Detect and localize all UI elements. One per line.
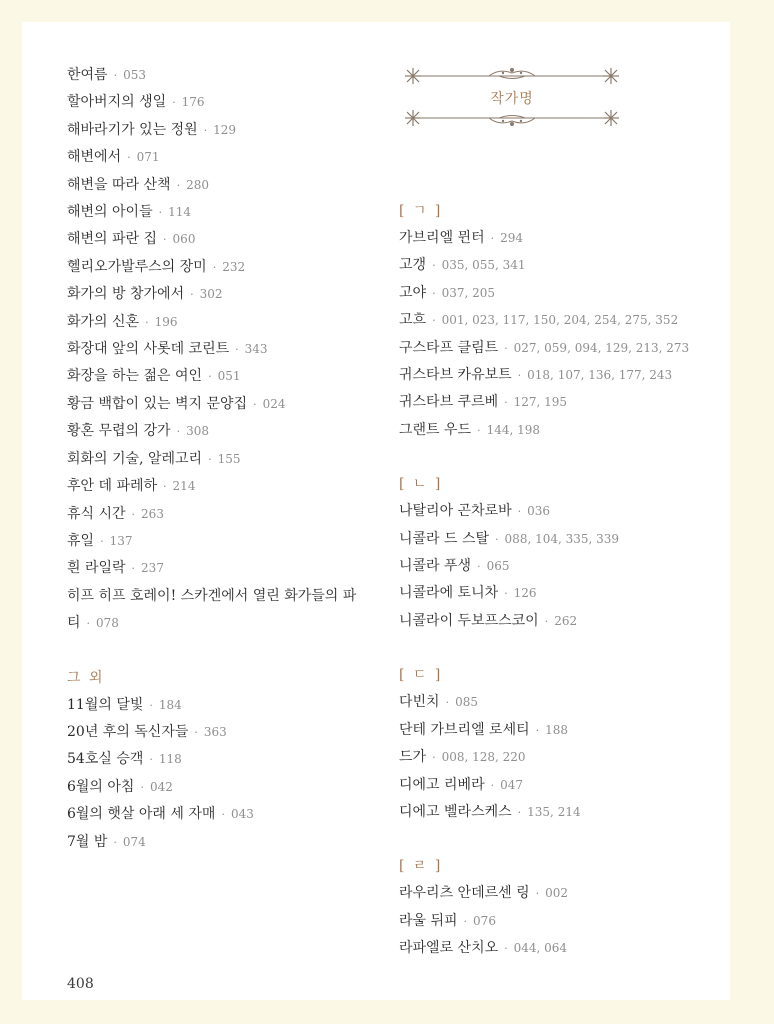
entry-separator: · bbox=[477, 423, 481, 437]
entry-separator: · bbox=[176, 425, 181, 439]
entry-pages: 308 bbox=[186, 424, 209, 439]
entry-title: 귀스타브 쿠르베 bbox=[399, 394, 499, 411]
entry-title: 화가의 신혼 bbox=[67, 313, 140, 330]
entry-separator: · bbox=[86, 617, 91, 631]
entry-separator: · bbox=[194, 725, 198, 739]
index-entry bbox=[67, 473, 387, 500]
index-entry bbox=[67, 89, 387, 116]
entry-pages: 074 bbox=[122, 834, 146, 849]
entry-pages: 196 bbox=[154, 314, 178, 329]
index-entry bbox=[399, 908, 689, 935]
entry-separator: · bbox=[145, 315, 149, 329]
entry-title: 니콜라 푸생 bbox=[399, 558, 472, 575]
entry-title: 고야 bbox=[399, 284, 427, 301]
artist-section-title: 작가명 bbox=[490, 91, 534, 107]
entry-separator: · bbox=[203, 123, 208, 137]
entry-pages: 037, 205 bbox=[441, 285, 495, 300]
entry-title: 11월의 달빛 bbox=[67, 696, 144, 713]
entry-separator: · bbox=[504, 942, 508, 956]
index-entry bbox=[67, 829, 387, 856]
entry-separator: · bbox=[163, 233, 167, 247]
entry-pages: 065 bbox=[486, 559, 510, 574]
index-entry bbox=[67, 501, 387, 528]
entry-separator: · bbox=[535, 723, 540, 737]
entry-title: 니콜라 드 스탈 bbox=[399, 530, 490, 547]
entry-pages: 129 bbox=[213, 122, 237, 137]
page-number: 408 bbox=[67, 976, 94, 992]
entry-pages: 078 bbox=[96, 616, 119, 631]
index-entry bbox=[67, 281, 387, 308]
entry-pages: 263 bbox=[141, 506, 164, 521]
title-index-list bbox=[67, 62, 387, 583]
entry-pages: 363 bbox=[203, 724, 227, 739]
entry-title: 할아버지의 생일 bbox=[67, 94, 167, 111]
index-entry bbox=[399, 280, 689, 307]
index-entry bbox=[399, 744, 689, 771]
index-entry bbox=[399, 553, 689, 580]
entry-title: 20년 후의 독신자들 bbox=[67, 723, 189, 740]
index-entry bbox=[399, 498, 689, 525]
entry-title: 라우리츠 안데르센 링 bbox=[399, 885, 530, 902]
index-entry bbox=[67, 801, 387, 828]
section-heading: [ ㄱ ] bbox=[399, 203, 443, 219]
entry-title: 한여름 bbox=[67, 67, 108, 83]
section-heading: [ ㄴ ] bbox=[399, 476, 443, 493]
index-entry bbox=[399, 307, 689, 334]
entry-title: 화장대 앞의 사롯데 코린트 bbox=[67, 341, 230, 358]
entry-title: 회화의 기술, 알레고리 bbox=[67, 450, 203, 467]
entry-separator: · bbox=[517, 505, 522, 519]
entry-separator: · bbox=[535, 887, 540, 901]
index-entry bbox=[67, 719, 387, 746]
entry-title: 6월의 아침 bbox=[67, 778, 135, 795]
index-entry bbox=[399, 335, 689, 362]
entry-title: 6월의 햇살 아래 세 자매 bbox=[67, 806, 216, 823]
entry-separator: · bbox=[158, 206, 163, 220]
entry-pages: 042 bbox=[149, 779, 173, 794]
index-entry bbox=[67, 172, 387, 199]
entry-pages: 118 bbox=[158, 752, 182, 767]
index-entry bbox=[399, 935, 689, 962]
entry-pages: 302 bbox=[199, 287, 223, 302]
index-entry bbox=[399, 252, 689, 279]
entry-pages: 088, 104, 335, 339 bbox=[504, 531, 620, 546]
entry-separator: · bbox=[208, 452, 212, 466]
entry-title: 해변에서 bbox=[67, 149, 122, 166]
index-entry bbox=[67, 555, 387, 582]
index-entry bbox=[399, 772, 689, 799]
entry-pages: 071 bbox=[136, 150, 160, 165]
entry-separator: · bbox=[432, 314, 436, 328]
entry-pages: 008, 128, 220 bbox=[441, 750, 526, 765]
entry-pages: 027, 059, 094, 129, 213, 273 bbox=[513, 340, 690, 355]
entry-separator: · bbox=[113, 69, 118, 82]
index-entry bbox=[399, 689, 689, 716]
entry-separator: · bbox=[495, 532, 499, 546]
entry-pages: 294 bbox=[500, 231, 524, 245]
entry-separator: · bbox=[140, 780, 144, 794]
entry-pages: 060 bbox=[172, 232, 196, 247]
index-entry bbox=[67, 746, 387, 773]
entry-separator: · bbox=[113, 835, 117, 849]
index-entry bbox=[67, 336, 387, 363]
entry-title: 가브리엘 뮌터 bbox=[399, 230, 485, 246]
index-entry bbox=[67, 62, 387, 89]
index-entry bbox=[67, 226, 387, 253]
index-entry bbox=[399, 880, 689, 907]
entry-pages: 036 bbox=[527, 504, 551, 519]
index-entry bbox=[67, 391, 387, 418]
index-entry bbox=[399, 225, 689, 252]
entry-pages: 024 bbox=[262, 396, 286, 411]
entry-separator: · bbox=[221, 808, 225, 822]
entry-title: 54호실 승객 bbox=[67, 751, 144, 768]
entry-title: 다빈치 bbox=[399, 694, 440, 711]
entry-title: 히프 히프 호레이! 스카겐에서 열린 화가들의 파 bbox=[67, 587, 357, 604]
entry-title: 구스타프 클림트 bbox=[399, 339, 499, 356]
entry-title: 황금 백합이 있는 벽지 문양집 bbox=[67, 395, 248, 412]
entry-title: 화장을 하는 젊은 여인 bbox=[67, 368, 203, 385]
entry-separator: · bbox=[208, 370, 212, 384]
entry-separator: · bbox=[172, 96, 176, 110]
entry-title: 고갱 bbox=[399, 257, 427, 274]
index-entry bbox=[399, 608, 689, 635]
entry-separator: · bbox=[445, 696, 450, 710]
artist-index-list bbox=[399, 198, 689, 963]
entry-pages: 053 bbox=[123, 68, 146, 82]
entry-separator: · bbox=[131, 562, 136, 576]
entry-pages: 188 bbox=[545, 722, 569, 737]
entry-separator: · bbox=[131, 507, 136, 521]
index-entry bbox=[399, 389, 689, 416]
index-entry-wrap bbox=[67, 583, 367, 638]
entry-pages: 018, 107, 136, 177, 243 bbox=[527, 368, 673, 383]
entry-separator: · bbox=[253, 397, 257, 411]
entry-title: 니콜라이 두보프스코이 bbox=[399, 612, 539, 629]
entry-title: 고흐 bbox=[399, 312, 427, 329]
section-spacer bbox=[399, 444, 689, 471]
entry-pages: 114 bbox=[168, 205, 192, 220]
index-entry bbox=[67, 309, 387, 336]
index-entry bbox=[399, 362, 689, 389]
entry-pages: 262 bbox=[554, 613, 578, 628]
entry-pages: 155 bbox=[217, 451, 241, 466]
entry-pages: 176 bbox=[181, 95, 205, 110]
entry-separator: · bbox=[517, 369, 522, 383]
entry-title: 드가 bbox=[399, 749, 427, 766]
entry-pages: 001, 023, 117, 150, 204, 254, 275, 352 bbox=[441, 313, 679, 328]
other-index-list bbox=[67, 692, 387, 856]
entry-title: 흰 라일락 bbox=[67, 560, 126, 577]
section-heading: [ ㄷ ] bbox=[399, 667, 443, 684]
entry-separator: · bbox=[176, 178, 181, 192]
index-entry bbox=[399, 417, 689, 444]
entry-title: 라파엘로 산치오 bbox=[399, 940, 499, 957]
entry-separator: · bbox=[100, 534, 104, 548]
entry-separator: · bbox=[235, 343, 239, 357]
entry-title: 디에고 리베라 bbox=[399, 776, 485, 793]
entry-pages: 237 bbox=[141, 561, 164, 576]
entry-separator: · bbox=[432, 286, 436, 300]
entry-title: 해변의 아이들 bbox=[67, 204, 153, 221]
entry-separator: · bbox=[504, 341, 508, 355]
entry-pages: 135, 214 bbox=[527, 804, 581, 819]
entry-title: 라울 뒤피 bbox=[399, 912, 458, 929]
left-column bbox=[67, 62, 387, 856]
index-entry bbox=[67, 418, 387, 445]
entry-pages: 137 bbox=[109, 533, 133, 548]
entry-separator: · bbox=[149, 698, 153, 712]
entry-pages: 126 bbox=[513, 586, 537, 601]
entry-pages: 047 bbox=[500, 777, 524, 792]
entry-separator: · bbox=[163, 480, 167, 494]
index-entry bbox=[399, 717, 689, 744]
section-heading-other: 그 외 bbox=[67, 669, 105, 686]
entry-separator: · bbox=[463, 914, 468, 928]
entry-title: 해변을 따라 산책 bbox=[67, 176, 171, 193]
entry-pages: 051 bbox=[217, 369, 241, 384]
entry-separator: · bbox=[212, 260, 217, 274]
entry-title: 귀스타브 카유보트 bbox=[399, 367, 512, 384]
entry-title-cont: 티 bbox=[67, 615, 81, 632]
entry-pages: 085 bbox=[455, 695, 478, 710]
entry-pages: 043 bbox=[230, 807, 254, 822]
section-spacer bbox=[399, 635, 689, 662]
entry-title: 헬리오가발루스의 장미 bbox=[67, 258, 207, 275]
entry-separator: · bbox=[544, 614, 549, 628]
entry-title: 황혼 무렵의 강가 bbox=[67, 423, 171, 440]
index-entry bbox=[67, 199, 387, 226]
entry-separator: · bbox=[477, 560, 481, 574]
entry-separator: · bbox=[432, 259, 436, 273]
entry-pages: 044, 064 bbox=[513, 941, 568, 956]
entry-title: 니콜라에 토니차 bbox=[399, 585, 499, 602]
entry-separator: · bbox=[190, 288, 194, 302]
entry-separator: · bbox=[149, 753, 153, 767]
index-entry bbox=[67, 254, 387, 281]
entry-pages: 002 bbox=[545, 886, 569, 901]
entry-title: 해바라기가 있는 정원 bbox=[67, 121, 198, 138]
entry-title: 해변의 파란 집 bbox=[67, 231, 158, 248]
section-heading: [ ㄹ ] bbox=[399, 858, 443, 875]
entry-pages: 035, 055, 341 bbox=[441, 258, 526, 273]
entry-separator: · bbox=[432, 751, 436, 765]
entry-separator: · bbox=[490, 232, 495, 245]
entry-pages: 184 bbox=[158, 697, 182, 712]
index-entry bbox=[67, 363, 387, 390]
entry-pages: 280 bbox=[186, 177, 209, 192]
entry-title: 그랜트 우드 bbox=[399, 421, 472, 438]
artist-header-ornament bbox=[399, 66, 625, 130]
entry-title: 후안 데 파레하 bbox=[67, 478, 158, 495]
entry-pages: 144, 198 bbox=[486, 422, 541, 437]
entry-title: 휴식 시간 bbox=[67, 505, 126, 522]
entry-separator: · bbox=[504, 587, 508, 601]
entry-separator: · bbox=[504, 396, 508, 410]
entry-pages: 214 bbox=[172, 479, 196, 494]
entry-pages: 076 bbox=[473, 913, 496, 928]
entry-separator: · bbox=[490, 778, 495, 792]
index-entry bbox=[67, 774, 387, 801]
index-entry bbox=[67, 446, 387, 473]
entry-separator: · bbox=[517, 805, 522, 819]
index-entry bbox=[67, 692, 387, 719]
entry-pages: 343 bbox=[244, 342, 268, 357]
entry-pages: 232 bbox=[222, 259, 246, 274]
entry-title: 디에고 벨라스케스 bbox=[399, 803, 512, 820]
entry-title: 7월 밤 bbox=[67, 833, 108, 850]
entry-pages: 127, 195 bbox=[513, 395, 568, 410]
index-entry bbox=[399, 526, 689, 553]
index-entry bbox=[67, 144, 387, 171]
index-page bbox=[22, 22, 730, 1000]
index-entry bbox=[399, 580, 689, 607]
entry-title: 단테 가브리엘 로세티 bbox=[399, 721, 530, 738]
entry-title: 휴일 bbox=[67, 532, 95, 549]
entry-separator: · bbox=[127, 151, 131, 165]
entry-title: 나탈리아 곤차로바 bbox=[399, 503, 512, 520]
index-entry bbox=[67, 528, 387, 555]
index-entry bbox=[399, 799, 689, 826]
index-entry bbox=[67, 117, 387, 144]
entry-title: 화가의 방 창가에서 bbox=[67, 286, 185, 303]
section-spacer bbox=[399, 826, 689, 853]
